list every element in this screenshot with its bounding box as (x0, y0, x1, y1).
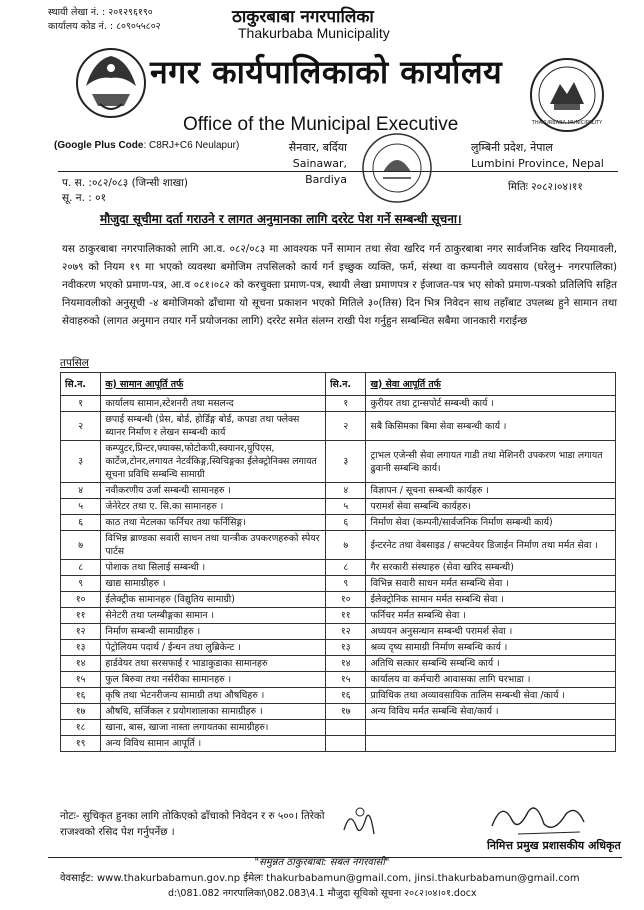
table-header-row (61, 373, 616, 396)
goods-item-cell: नवीकरणीय उर्जा सम्बन्धी सामानहरु । (101, 483, 326, 499)
service-item-cell: श्रव्य दृष्य सामाग्री निर्माण सम्बन्धि कार्य । (366, 640, 616, 656)
table-row (61, 688, 616, 704)
goods-sn-cell: ७ (61, 531, 101, 560)
table-row (61, 624, 616, 640)
details-heading: तपसिल (60, 357, 89, 369)
service-sn-cell: १५ (326, 672, 366, 688)
goods-item-cell: ईलेक्ट्रीक सामानहरु (विद्युतिय सामाग्री) (101, 592, 326, 608)
goods-item-cell: निर्माण सम्बन्धी सामाग्रीहरु । (101, 624, 326, 640)
google-plus-code (54, 140, 239, 151)
table-row (61, 720, 616, 736)
service-item-cell: विज्ञापन / सूचना सम्बन्धी कार्यहरु । (366, 483, 616, 499)
table-body (61, 396, 616, 752)
service-sn-cell: १४ (326, 656, 366, 672)
office-code-label: कार्यालय कोड नं. (48, 21, 107, 32)
goods-sn-cell: १५ (61, 672, 101, 688)
letter-number: प. स. :०८२/०८३ (जिन्सी शाखा) (62, 177, 188, 189)
goods-sn-cell: ८ (61, 560, 101, 576)
footnote: नोटः- सुचिकृत हुनका लागि तोकिएको ढाँचाको निवेदन र रु ५००। तिरेको राजश्वको रसिद पेश गर्नुपर्नेछ । (60, 810, 325, 838)
notice-number: सू. न. : ०१ (62, 192, 107, 204)
goods-sn-cell: १४ (61, 656, 101, 672)
table-row (61, 441, 616, 483)
goods-item-cell: अन्य विविध सामान आपूर्ति । (101, 736, 326, 752)
service-item-cell: कार्यालय वा कर्मचारी आवासका लागि घरभाडा । (366, 672, 616, 688)
address-en: Sainawar, Bardiya (292, 157, 347, 186)
service-sn-cell: ६ (326, 515, 366, 531)
goods-sn-cell: ४ (61, 483, 101, 499)
service-sn-cell: ५ (326, 499, 366, 515)
table-row (61, 704, 616, 720)
address-np: सैनवार, बर्दिया (288, 141, 347, 154)
service-item-cell: कुरीयर तथा ट्रान्सपोर्ट सम्बन्धी कार्य । (366, 396, 616, 412)
goods-item-cell: पेट्रोलियम पदार्थ / ईन्धन तथा लुब्रिकेन्ट । (101, 640, 326, 656)
service-sn-cell (326, 736, 366, 752)
service-sn-cell (326, 720, 366, 736)
address-block (267, 140, 347, 188)
table-row (61, 592, 616, 608)
service-item-cell: ईन्टरनेट तथा वेबसाइड / सफ्टवेयर डिजाईन निर्माण तथा मर्मत सेवा । (366, 531, 616, 560)
province-np: लुम्बिनी प्रदेश, नेपाल (471, 141, 553, 154)
goods-item-cell: फुल बिरुवा तथा नर्सरीका सामानहरु । (101, 672, 326, 688)
signatory-title: निमित्त प्रमुख प्रशासकीय अधिकृत (487, 839, 621, 852)
google-plus-label: (Google Plus Code (54, 140, 144, 151)
goods-item-cell: खाद्य सामाग्रीहरु । (101, 576, 326, 592)
goods-sn-cell: १८ (61, 720, 101, 736)
goods-item-cell: औषधि, सर्जिकल र प्रयोगशालाका सामाग्रीहरु । (101, 704, 326, 720)
goods-sn-cell: ५ (61, 499, 101, 515)
table-row (61, 531, 616, 560)
service-item-cell: गैर सरकारी संस्थाहरु (सेवा खरिद सम्बन्धी) (366, 560, 616, 576)
table-row (61, 483, 616, 499)
goods-item-cell: कम्प्युटर,प्रिन्टर,फ्याक्स,फोटोकपी,स्क्यानर,युपिएस, कार्टेज,टोनर,लगायत नेटर्वकिङ्ग,स्विचिङ्गका ईलेक्ट्रोनिक्स लगायत सूचना प्रविधि सम्बन्धि सामाग्री (101, 441, 326, 483)
service-item-cell: अध्ययन अनुसन्धान सम्बन्धी परामर्श सेवा । (366, 624, 616, 640)
municipality-name-en: Thakurbaba Municipality (238, 25, 390, 41)
office-title-en: Office of the Municipal Executive (183, 114, 459, 135)
goods-item-cell: विभिन्न ब्राण्डका सवारी साधन तथा यान्त्रीक उपकरणहरुको स्पेयर पार्टस (101, 531, 326, 560)
table-row (61, 515, 616, 531)
service-item-cell: परामर्श सेवा सम्बन्धि कार्यहरु। (366, 499, 616, 515)
notice-body: यस ठाकुरबाबा नगरपालिकाको लागि आ.व. ०८२/०८३ मा आवश्यक पर्ने सामान तथा सेवा खरिद गर्न ठाकुरबाबा नगर सार्वजनिक खरिद नियमावली, २०७९ को नियम १९ मा भएको व्यवस्था बमोजिम तपसिलको कार्य गर्न इच्छुक व्यक्ति, फर्म, संस्था वा कम्पनीले व्यवसाय (घरेलु+ नगरपालिका) नवीकरण भएको प्रमाण-पत्र, आ.व ०८१।०८२ को करचुक्ता प्रमाण-पत्र, स्थायी लेखा प्रमाणपत्र र ईजाजत-पत्र भए सोको प्रमाण-पत्रको प्रतिलिपि सहित नियमावलीको अनुसूची -४ बमोजिमको ढाँचामा यो सूचना प्रकाशन भएको मितिले ३०(तिस) दिन भित्र निवेदन साथ तहाँबाट उपलब्ध हुने सामान तथा सेवाहरुको (लागत अनुमान तयार गर्ने प्रयोजनका लागि) दररेट समेत संलग्न राखी पेश गर्नुहुन सम्बन्धित सबैमा जानकारी गराईन्छ (62, 243, 617, 327)
goods-sn-cell: १९ (61, 736, 101, 752)
goods-sn-cell: १३ (61, 640, 101, 656)
office-title-np: नगर कार्यपालिकाको कार्यालय (150, 53, 503, 91)
service-item-cell: ट्राभल एजेन्सी सेवा लगायत गाडी तथा मेशिनरी उपकरण भाडा लगायत ढुवानी सम्बन्धि कार्य। (366, 441, 616, 483)
initial-signature-icon (340, 804, 380, 844)
footer-filepath: d:\081.082 नगरपालिका\082.083\4.1 मौजुदा सूचिको सूचना २०८२।०४।०१.docx (168, 888, 477, 899)
table-row (61, 396, 616, 412)
goods-sn-cell: ९ (61, 576, 101, 592)
pan-value: २०१२९६१९० (108, 7, 153, 18)
goods-item-cell: कार्यालय सामान,स्टेशनरी तथा मसलन्द (101, 396, 326, 412)
service-sn-cell: २ (326, 412, 366, 441)
goods-sn-cell: ११ (61, 608, 101, 624)
goods-item-cell: जेनेरेटर तथा ए. सि.का सामानहरु । (101, 499, 326, 515)
table-row (61, 656, 616, 672)
table-row (61, 640, 616, 656)
service-item-cell: सबै किसिमका बिमा सेवा सम्बन्धी कार्य । (366, 412, 616, 441)
office-seal-icon (353, 128, 441, 206)
registration-block: स्थायी लेखा नं. : २०१२९६१९० कार्यालय कोड नं. : ८०९०५५८०२ (48, 7, 161, 32)
table-row (61, 608, 616, 624)
notice-subject: मौजुदा सूचीमा दर्ता गराउने र लागत अनुमानका लागि दररेट पेश गर्ने सम्बन्धी सूचना। (100, 212, 462, 226)
province-en: Lumbini Province, Nepal (471, 157, 604, 170)
goods-item-cell: हार्डवेयर तथा सरसफाई र भाडाकुडाका सामानहरु (101, 656, 326, 672)
col-header-services: ख) सेवा आपूर्ति तर्फ (366, 373, 616, 396)
table-row (61, 576, 616, 592)
service-sn-cell: ३ (326, 441, 366, 483)
footer-contact: वेवसाईट: www.thakurbabamun.gov.np ईमेलः thakurbabamun@gmail.com, jinsi.thakurbabamun@gmail.com (60, 873, 580, 884)
service-sn-cell: १२ (326, 624, 366, 640)
goods-item-cell: काठ तथा मेटलका फर्निचर तथा फर्निसिङ्ग। (101, 515, 326, 531)
service-item-cell: फर्निचर मर्मत सम्बन्धि सेवा । (366, 608, 616, 624)
col-header-sn-goods: सि.न. (61, 373, 101, 396)
goods-item-cell: पोशाक तथा सिलाई सम्बन्धी । (101, 560, 326, 576)
municipality-logo-text: THAKURBABA MUNICIPALITY (531, 120, 603, 126)
service-sn-cell: १ (326, 396, 366, 412)
service-sn-cell: ४ (326, 483, 366, 499)
goods-sn-cell: १२ (61, 624, 101, 640)
service-item-cell: विभिन्न सवारी साधन मर्मत सम्बन्धि सेवा । (366, 576, 616, 592)
notice-date: मितिः २०८२।०४।११ (508, 181, 583, 193)
service-item-cell: निर्माण सेवा (कम्पनी/सार्वजनिक निर्माण सम्बन्धी कार्य) (366, 515, 616, 531)
service-item-cell: प्राविधिक तथा अव्यावसायिक तालिम सम्बन्धी सेवा /कार्य । (366, 688, 616, 704)
table-row (61, 672, 616, 688)
table-row (61, 499, 616, 515)
table-row (61, 412, 616, 441)
table-row (61, 736, 616, 752)
goods-item-cell: छपाई सम्बन्धी (प्रेस, बोर्ड, होर्डिङ्ग बोर्ड, कपडा तथा फ्लेक्स ब्यानर निर्माण र लेखन सम्बन्धी कार्य (101, 412, 326, 441)
officer-signature-icon (488, 796, 588, 838)
service-sn-cell: ८ (326, 560, 366, 576)
service-item-cell: अतिथि सत्कार सम्बन्धि सम्बन्धि कार्य । (366, 656, 616, 672)
header-divider (58, 171, 618, 172)
service-item-cell: ईलेक्ट्रोनिक सामान मर्मत सम्बन्धि सेवा । (366, 592, 616, 608)
reference-block (62, 176, 188, 206)
google-plus-value: : C8RJ+C6 Neulapur) (143, 140, 240, 151)
goods-sn-cell: २ (61, 412, 101, 441)
service-item-cell (366, 736, 616, 752)
goods-sn-cell: ३ (61, 441, 101, 483)
service-sn-cell: १० (326, 592, 366, 608)
goods-item-cell: कृषि तथा भेटनरीजन्य सामाग्री तथा औषधिहरु । (101, 688, 326, 704)
municipality-name-np: ठाकुरबाबा नगरपालिका (232, 7, 374, 27)
col-header-goods: क) सामान आपूर्ति तर्फ (101, 373, 326, 396)
table-row (61, 560, 616, 576)
office-code-value: ८०९०५५८०२ (116, 21, 161, 32)
goods-sn-cell: १६ (61, 688, 101, 704)
service-sn-cell: ११ (326, 608, 366, 624)
service-sn-cell: १३ (326, 640, 366, 656)
items-table (60, 372, 616, 752)
service-sn-cell: ९ (326, 576, 366, 592)
goods-sn-cell: ६ (61, 515, 101, 531)
service-sn-cell: ७ (326, 531, 366, 560)
pan-label: स्थायी लेखा नं. (48, 7, 100, 18)
goods-sn-cell: १ (61, 396, 101, 412)
service-sn-cell: १७ (326, 704, 366, 720)
service-sn-cell: १६ (326, 688, 366, 704)
service-item-cell: अन्य विविध मर्मत सम्बन्धि सेवा/कार्य । (366, 704, 616, 720)
municipal-slogan: "समुन्नत ठाकुरबाबा: सबल नगरवासी" (254, 857, 390, 868)
municipality-logo-icon (528, 56, 606, 134)
nepal-emblem-icon (74, 46, 148, 120)
goods-item-cell: सेनेटरी तथा प्लम्बीङ्गका सामान । (101, 608, 326, 624)
goods-sn-cell: १० (61, 592, 101, 608)
province-block (471, 140, 621, 172)
service-item-cell (366, 720, 616, 736)
goods-item-cell: खाना, बास, खाजा नास्ता लगायतका सामाग्रीहरु। (101, 720, 326, 736)
col-header-sn-services: सि.न. (326, 373, 366, 396)
goods-sn-cell: १७ (61, 704, 101, 720)
